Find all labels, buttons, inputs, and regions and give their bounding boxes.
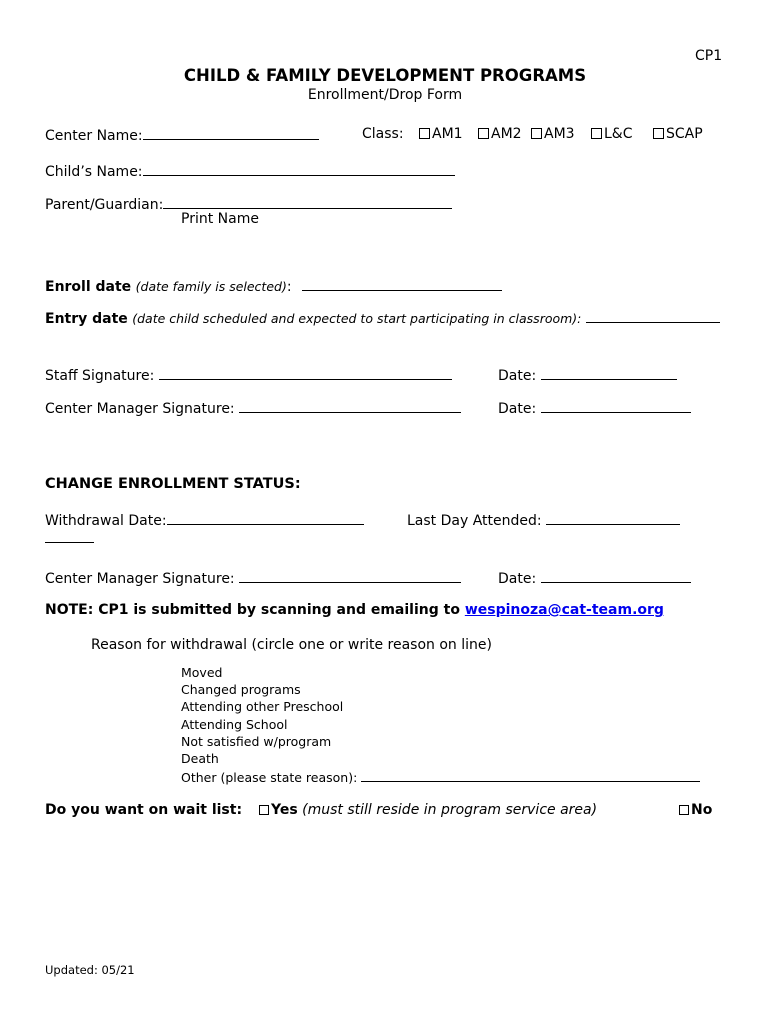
reason-moved: Moved xyxy=(181,665,223,680)
class-option-am3[interactable] xyxy=(531,126,575,142)
entry-date-field[interactable] xyxy=(586,309,720,323)
child-name-row xyxy=(45,162,455,180)
checkbox-icon[interactable] xyxy=(478,128,489,139)
manager-date-row xyxy=(498,399,691,417)
reason-heading: Reason for withdrawal (circle one or write reason on line) xyxy=(91,637,492,653)
form-code: CP1 xyxy=(695,48,723,64)
entry-date-hint: (date child scheduled and expected to start participating in classroom): xyxy=(132,311,582,326)
checkbox-icon[interactable] xyxy=(591,128,602,139)
reason-other-row xyxy=(181,768,700,785)
change-status-heading: CHANGE ENROLLMENT STATUS: xyxy=(45,476,301,492)
manager-signature-label: Center Manager Signature: xyxy=(45,571,235,587)
enroll-date-hint: (date family is selected) xyxy=(135,279,287,294)
entry-date-label: Entry date xyxy=(45,311,128,327)
other-reason-label: Other (please state reason): xyxy=(181,770,358,785)
class-option-am2[interactable] xyxy=(478,126,522,142)
entry-date-row xyxy=(45,309,720,327)
manager-date-field-2[interactable] xyxy=(541,569,691,583)
withdrawal-date-row xyxy=(45,511,364,529)
print-name-label: Print Name xyxy=(181,211,259,227)
wait-list-no[interactable] xyxy=(679,802,712,818)
class-option-am1[interactable] xyxy=(419,126,463,142)
reason-not-satisfied: Not satisfied w/program xyxy=(181,734,332,749)
other-reason-field[interactable] xyxy=(361,768,700,782)
parent-field[interactable] xyxy=(163,195,452,209)
manager-signature-field-2[interactable] xyxy=(239,569,461,583)
child-name-label: Child’s Name: xyxy=(45,164,143,180)
parent-label: Parent/Guardian: xyxy=(45,197,164,213)
date-label: Date: xyxy=(498,401,537,417)
updated-date: Updated: 05/21 xyxy=(45,963,135,977)
no-label: No xyxy=(691,802,713,818)
child-name-field[interactable] xyxy=(143,162,455,176)
checkbox-icon[interactable] xyxy=(259,805,269,815)
date-label: Date: xyxy=(498,571,537,587)
enroll-date-row xyxy=(45,277,502,295)
center-name-row xyxy=(45,126,319,144)
class-option-label: AM3 xyxy=(544,126,575,142)
checkbox-icon[interactable] xyxy=(419,128,430,139)
last-day-label: Last Day Attended: xyxy=(407,513,542,529)
center-name-label: Center Name: xyxy=(45,128,143,144)
class-option-scap[interactable] xyxy=(653,126,703,142)
class-option-label: L&C xyxy=(604,126,633,142)
staff-date-row xyxy=(498,366,677,384)
checkbox-icon[interactable] xyxy=(531,128,542,139)
yes-hint: (must still reside in program service area) xyxy=(302,802,598,818)
reason-other-preschool: Attending other Preschool xyxy=(181,699,344,714)
enroll-colon: : xyxy=(286,279,292,295)
last-day-row xyxy=(407,511,680,529)
checkbox-icon[interactable] xyxy=(653,128,664,139)
staff-date-field[interactable] xyxy=(541,366,677,380)
class-option-lc[interactable] xyxy=(591,126,633,142)
manager-date-row-2 xyxy=(498,569,691,587)
class-option-label: AM1 xyxy=(432,126,463,142)
date-label: Date: xyxy=(498,368,537,384)
last-day-field[interactable] xyxy=(546,511,680,525)
staff-signature-label: Staff Signature: xyxy=(45,368,155,384)
page-subtitle: Enrollment/Drop Form xyxy=(307,87,463,103)
wait-list-label: Do you want on wait list: xyxy=(45,802,243,818)
checkbox-icon[interactable] xyxy=(679,805,689,815)
reason-changed-programs: Changed programs xyxy=(181,682,301,697)
class-option-label: SCAP xyxy=(666,126,703,142)
yes-label: Yes xyxy=(271,802,298,818)
staff-signature-field[interactable] xyxy=(159,366,452,380)
reason-death: Death xyxy=(181,751,219,766)
page-title: CHILD & FAMILY DEVELOPMENT PROGRAMS xyxy=(183,66,587,85)
class-option-label: AM2 xyxy=(491,126,522,142)
manager-signature-row xyxy=(45,399,461,417)
class-label: Class: xyxy=(362,126,404,142)
withdrawal-date-field[interactable] xyxy=(167,511,364,525)
withdrawal-date-field-continued[interactable] xyxy=(45,529,94,543)
center-name-field[interactable] xyxy=(143,126,319,140)
enroll-date-field[interactable] xyxy=(302,277,502,291)
manager-signature-field[interactable] xyxy=(239,399,461,413)
enroll-date-label: Enroll date xyxy=(45,279,132,295)
note-row xyxy=(45,602,664,618)
wait-list-yes[interactable] xyxy=(259,802,597,818)
manager-signature-row-2 xyxy=(45,569,461,587)
manager-date-field[interactable] xyxy=(541,399,691,413)
reason-attending-school: Attending School xyxy=(181,717,288,732)
note-text: NOTE: CP1 is submitted by scanning and emailing to xyxy=(45,602,460,618)
withdrawal-date-label: Withdrawal Date: xyxy=(45,513,167,529)
manager-signature-label: Center Manager Signature: xyxy=(45,401,235,417)
email-link[interactable]: wespinoza@cat-team.org xyxy=(464,602,664,618)
staff-signature-row xyxy=(45,366,452,384)
